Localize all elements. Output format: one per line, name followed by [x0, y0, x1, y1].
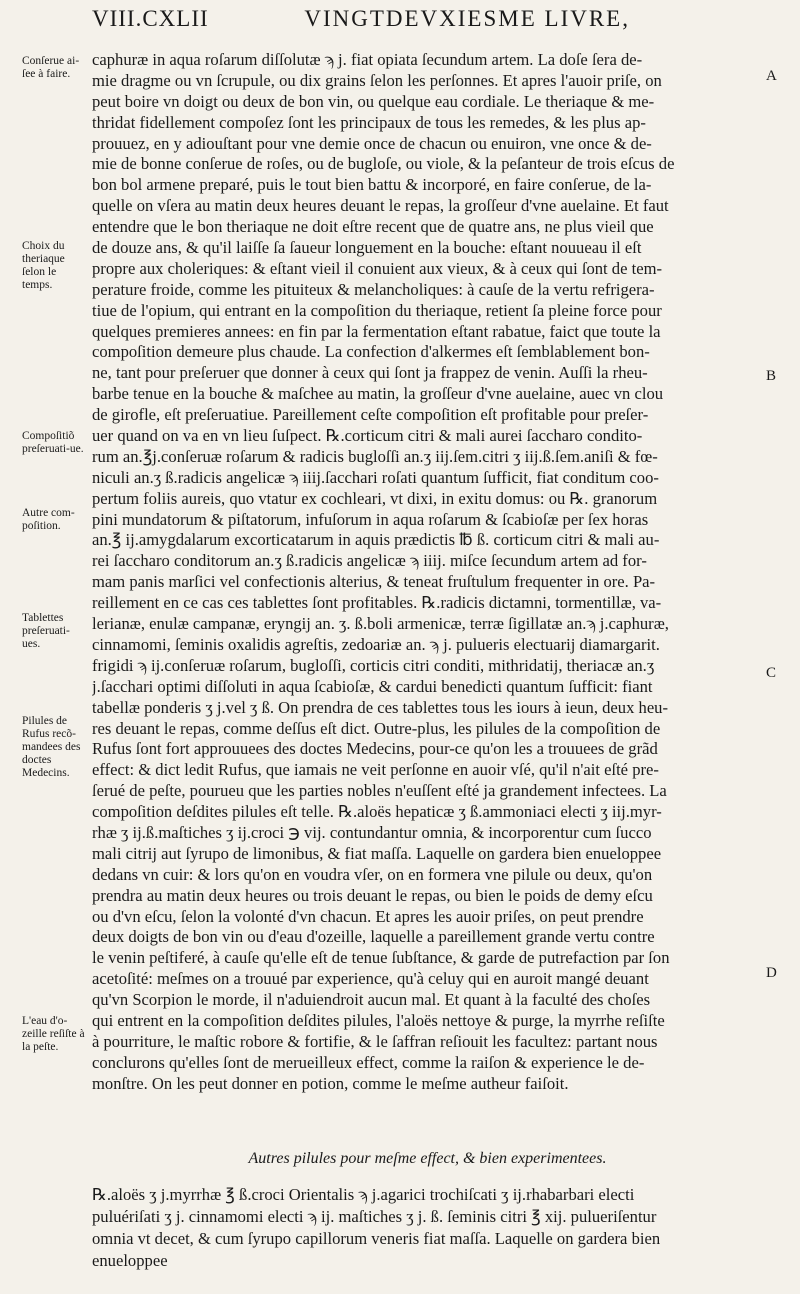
text-line: mali citrij aut ſyrupo de limonibus, & fiat maſſa. Laquelle on gardera bien enueloppee [92, 843, 662, 863]
text-line: mie de bonne conſerue de roſes, ou de bugloſe, ou viole, & la peſanteur de trois eſcus de [92, 154, 675, 174]
page-header [92, 6, 760, 32]
text-line: propre aux choleriques: & eſtant vieil il conuient aux vieux, & à ceux qui ſont de tem- [92, 258, 663, 278]
text-line: compoſition deſdites pilules eſt telle. ℞.aloës hepaticæ ʒ ß.ammoniaci electi ʒ iij.myr- [92, 802, 662, 822]
text-line: enueloppee [92, 1251, 168, 1270]
text-line: prendra au matin deux heures ou trois deuant le repas, ou bien le poids de demy eſcu [92, 885, 653, 905]
text-line: entendre que le bon theriaque ne doit eſtre recent que de quatre ans, ne plus vieil que [92, 217, 654, 237]
text-line: perature froide, comme les pituiteux & melancholiques: à cauſe de la vertu refrigera- [92, 279, 655, 299]
margin-note-theriaque: Choix du theriaque ſelon le temps. [22, 240, 65, 291]
text-line: niculi an.ʒ ß.radicis angelicæ ϡ iiij.ſacchari roſati quantum ſufficit, fiat conditum coo- [92, 467, 659, 487]
section-letter-b: B [766, 368, 777, 384]
text-line: uer quand on va en vn lieu ſuſpect. ℞.corticum citri & mali aurei ſaccharo condito- [92, 426, 643, 446]
text-line: puluériſati ʒ j. cinnamomi electi ϡ ij. maſtiches ʒ j. ß. ſeminis citri ℥ xij. pulueriſentur [92, 1207, 657, 1226]
text-line: acetoſité: meſmes on a trouué par experience, qu'à celuy qui en auroit mangé deuant [92, 969, 649, 989]
text-line: ou d'vn eſcu, ſelon la volonté d'vn chacun. Et apres les auoir priſes, on peut prendre [92, 906, 644, 926]
text-line: de douze ans, & qu'il laiſſe ſa ſaueur longuement en la bouche: eſtant nouueau il eſt [92, 238, 642, 258]
text-line: conclurons qu'elles ſont de merueilleux effect, comme la raiſon & experience le de- [92, 1052, 645, 1072]
recipe-text-block [92, 1184, 763, 1272]
running-title: VINGTDEVXIESME LIVRE, [304, 6, 630, 31]
text-line: rum an.℥j.conſeruæ roſarum & radicis bugloſſi an.ʒ iij.ſem.citri ʒ iij.ß.ſem.aniſi & fœ- [92, 446, 658, 466]
text-line: mam panis marſici vel confectionis alterius, & teneat fruſtulum frequenter in ore. Pa- [92, 572, 656, 592]
text-line: cinnamomi, ſeminis oxalidis agreſtis, zedoariæ an. ϡ j. pulueris electuarij diamargarit. [92, 634, 660, 654]
text-line: frigidi ϡ ij.conſeruæ roſarum, bugloſſi, corticis citri conditi, mithridatij, theriacæ an.ʒ [92, 655, 655, 675]
section-letter-d: D [766, 965, 777, 981]
section-letter-a: A [766, 68, 777, 84]
text-line: bon bol armene preparé, puis le tout bien battu & incorporé, en faire conſerue, de la- [92, 175, 652, 195]
text-line: prouuez, en y adiouſtant pour vne demie once de chacun ou enuiron, vne once & de- [92, 133, 652, 153]
margin-note-pilules-rufus: Pilules de Rufus recõ-mandees des doctes Medecins. [22, 715, 81, 779]
margin-note-composition: Compoſitiõ preſeruati-ue. [22, 430, 84, 455]
text-line: caphuræ in aqua roſarum diſſolutæ ϡ j. fiat opiata ſecundum artem. La doſe ſera de- [92, 50, 643, 69]
text-line: lerianæ, enulæ campanæ, eryngij an. ʒ. ß.boli armenicæ, terræ ſigillatæ an.ϡ j.caphuræ, [92, 614, 669, 634]
text-line: j.ſacchari optimi diſſoluti in aqua ſcabioſæ, & cardui benedicti quantum ſufficit: fiant [92, 676, 653, 696]
margin-note-autre-composition: Autre com-poſition. [22, 507, 75, 532]
text-line: deux doigts de bon vin ou d'eau d'ozeille, laquelle a pareillement grande vertu contre [92, 927, 655, 947]
text-line: pertum foliis aureis, quo vtatur ex cochleari, vt dixi, in exitu domus: ou ℞. granorum [92, 488, 658, 508]
text-line: quelle on vſera au matin deux heures deuant le repas, la groſſeur d'vne auelaine. Et faut [92, 196, 669, 216]
text-line: le venin peſtiferé, à cauſe qu'elle eſt de tenue ſubſtance, & garde de putrefaction par ſon [92, 948, 670, 968]
text-line: rei ſaccharo conditorum an.ʒ ß.radicis angelicæ ϡ iiij. miſce ſecundum artem ad for- [92, 551, 647, 571]
text-line: qu'vn Scorpion le morde, il n'aduiendroit aucun mal. Et quant à la faculté des choſes [92, 990, 651, 1010]
margin-note-tablettes: Tablettes preſeruati-ues. [22, 612, 70, 650]
text-line: thridat fidellement compoſez ſont les principaux de tous les remedes, & les plus ap- [92, 112, 646, 132]
text-line: monſtre. On les peut donner en potion, comme le meſme autheur faiſoit. [92, 1073, 569, 1093]
folio-number: VIII.CXLII [92, 6, 209, 31]
section-subheading: Autres pilules pour meſme effect, & bien experimentees. [248, 1150, 607, 1167]
text-line: à pourriture, le maſtic robore & fortifie, & le ſaffran reſiouit les facultez: partant nous [92, 1031, 658, 1051]
section-letter-c: C [766, 665, 777, 681]
text-line: peut boire vn doigt ou deux de bon vin, ou quelque eau cordiale. Le theriaque & me- [92, 91, 655, 111]
margin-note-eau-ozeille: L'eau d'o-zeille reſiſte à la peſte. [22, 1015, 85, 1053]
text-line: dedans vn cuir: & lors qu'on en voudra vſer, on en formera vne pilule ou deux, qu'on [92, 864, 653, 884]
text-line: Rufus ſont fort approuuees des doctes Medecins, pour-ce qu'on les a trouuees de grãd [92, 739, 658, 759]
text-line: res deuant le repas, comme deſſus eſt dict. Outre-plus, les pilules de la compoſition de [92, 718, 661, 738]
text-line: ne, tant pour preſeruer que donner à ceux qui ſont ja frappez de venin. Auſſi la rheu- [92, 363, 648, 383]
text-line: pini mundatorum & piſtatorum, infuſorum in aqua roſarum & ſcabioſæ per ſex horas [92, 509, 649, 529]
main-text-block [92, 50, 763, 1095]
text-line: tiue de l'opium, qui entrant en la compoſition du theriaque, retient ſa pleine force pour [92, 300, 662, 320]
text-line: de girofle, eſt preſeruatiue. Pareillement ceſte compoſition eſt profitable pour preſer- [92, 405, 649, 425]
text-line: quelques premieres annees: en fin par la fermentation eſtant rabatue, faict que toute la [92, 321, 661, 341]
text-line: ſerué de peſte, pourueu que les parties nobles n'euſſent eſté ja grandement infectees. La [92, 781, 667, 801]
text-line: tabellæ ponderis ʒ j.vel ʒ ß. On prendra de ces tablettes tous les iours à ieun, deux heu- [92, 697, 669, 717]
text-line: rhæ ʒ ij.ß.maſtiches ʒ ij.croci ℈ vij. contundantur omnia, & incorporentur cum ſucco [92, 822, 652, 842]
text-line: ℞.aloës ʒ j.myrrhæ ℥ ß.croci Orientalis ϡ j.agarici trochiſcati ʒ ij.rhabarbari electi [92, 1185, 635, 1204]
text-line: qui entrent en la compoſition deſdites pilules, l'aloës nettoye & purge, la myrrhe reſiſte [92, 1010, 665, 1030]
text-line: effect: & dict ledit Rufus, que iamais ne veit perſonne en auoir vſé, qu'il n'ait eſté pre- [92, 760, 659, 780]
margin-note-conserve: Conſerue ai-ſee à faire. [22, 55, 80, 80]
text-line: compoſition demeure plus chaude. La confection d'alkermes eſt ſemblablement bon- [92, 342, 650, 362]
text-line: mie dragme ou vn ſcrupule, ou dix grains ſelon les perſonnes. Et apres l'auoir priſe, on [92, 70, 662, 90]
text-line: omnia vt decet, & cum ſyrupo capillorum veneris fiat maſſa. Laquelle on gardera bien [92, 1229, 661, 1248]
text-line: reillement en ce cas ces tablettes ſont profitables. ℞.radicis dictamni, tormentillæ, va- [92, 593, 662, 613]
text-line: barbe tenue en la bouche & maſchee au matin, la groſſeur d'vne auelaine, auec vn clou [92, 384, 664, 404]
text-line: an.℥ ij.amygdalarum excorticatarum in aquis prædictis ℔ ß. corticum citri & mali au- [92, 530, 660, 550]
